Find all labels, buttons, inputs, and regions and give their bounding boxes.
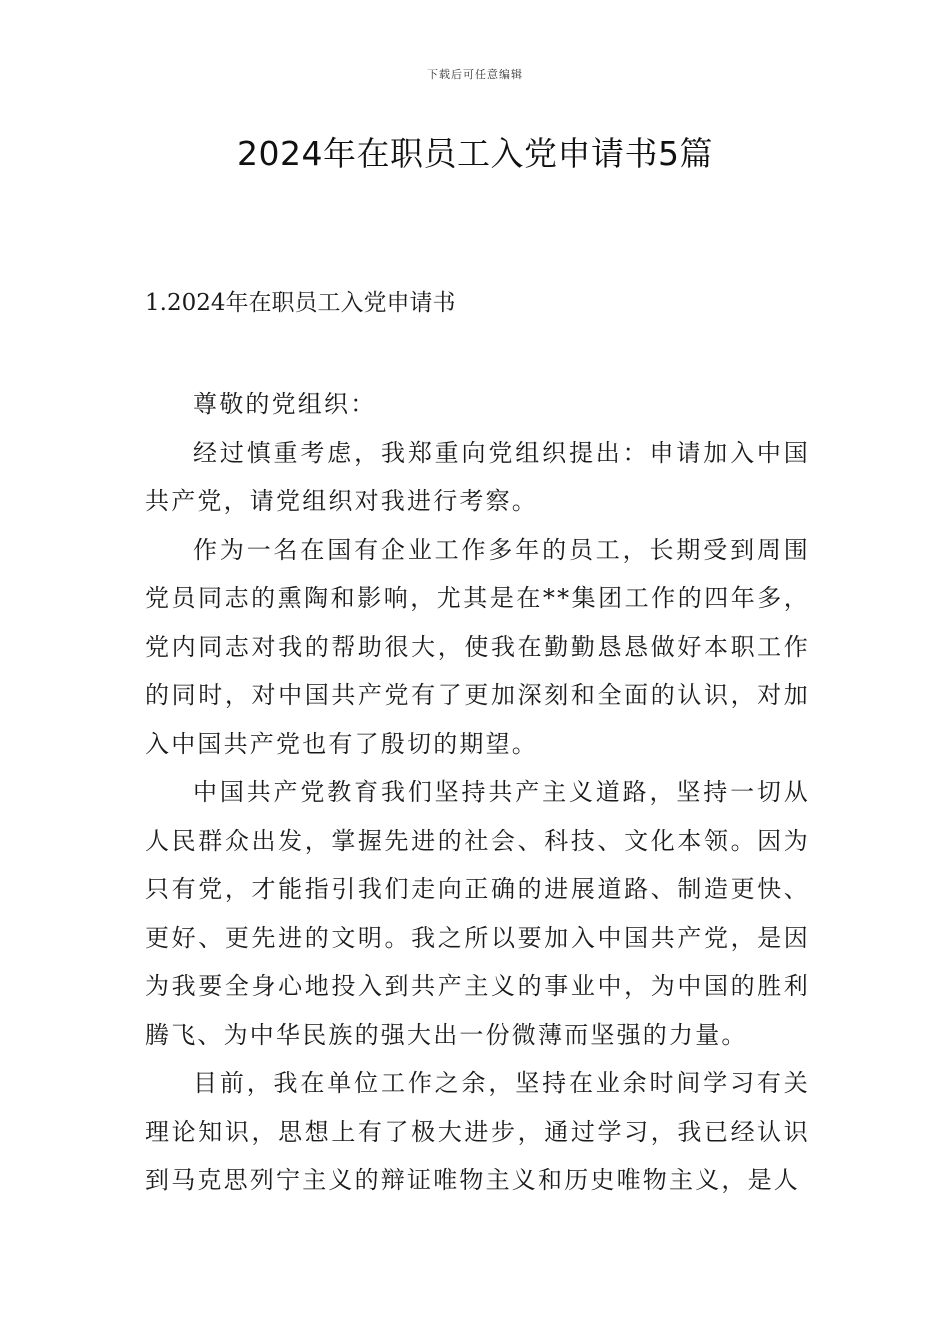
header-note: 下载后可任意编辑: [427, 68, 523, 81]
salutation: 尊敬的党组织：: [193, 390, 377, 418]
paragraph: 目前，我在单位工作之余，坚持在业余时间学习有关理论知识，思想上有了极大进步，通过学习，我已经认识到马克思列宁主义的辩证唯物主义和历史唯物主义，是人: [145, 1069, 810, 1194]
paragraph: 作为一名在国有企业工作多年的员工，长期受到周围党员同志的熏陶和影响，尤其是在**集团工作的四年多，党内同志对我的帮助很大，使我在勤勤恳恳做好本职工作的同时，对中国共产党有了更加深刻和全面的认识，对加入中国共产党也有了殷切的期望。: [145, 535, 810, 758]
letter-body: [145, 380, 810, 1205]
paragraph: 经过慎重考虑，我郑重向党组织提出：申请加入中国共产党，请党组织对我进行考察。: [145, 438, 810, 515]
section-heading: 1.2024年在职员工入党申请书: [145, 290, 456, 316]
document-title: 2024年在职员工入党申请书5篇: [237, 134, 713, 173]
paragraph: 中国共产党教育我们坚持共产主义道路，坚持一切从人民群众出发，掌握先进的社会、科技、文化本领。因为只有党，才能指引我们走向正确的进展道路、制造更快、更好、更先进的文明。我之所以要加入中国共产党，是因为我要全身心地投入到共产主义的事业中，为中国的胜利腾飞、为中华民族的强大出一份微薄而坚强的力量。: [145, 778, 810, 1049]
